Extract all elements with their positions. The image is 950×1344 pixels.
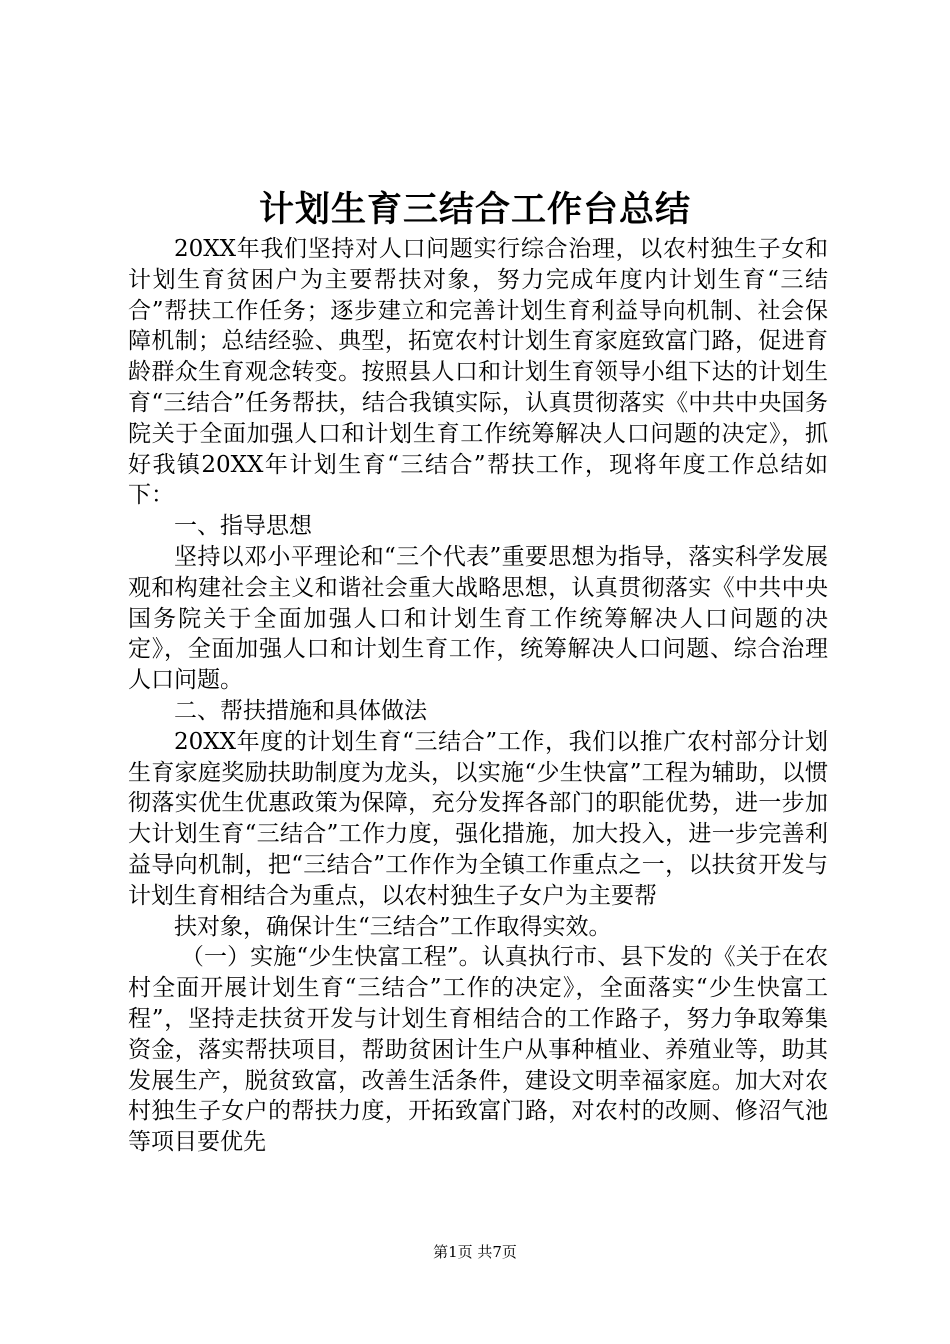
guiding-ideology-paragraph: 坚持以邓小平理论和“三个代表”重要思想为指导，落实科学发展观和构建社会主义和谐社会重大战略思想，认真贯彻落实《中共中央国务院关于全面加强人口和计划生育工作统筹解决人口问题的决定》，全面加强人口和计划生育工作，统筹解决人口问题、综合治理人口问题。: [128, 543, 828, 694]
section-heading-guiding-ideology: 一、指导思想: [174, 513, 312, 540]
intro-paragraph: 20XX年我们坚持对人口问题实行综合治理，以农村独生子女和计划生育贫困户为主要帮扶对象，努力完成年度内计划生育“三结合”帮扶工作任务；逐步建立和完善计划生育利益导向机制、社会保障机制；总结经验、典型，拓宽农村计划生育家庭致富门路，促进育龄群众生育观念转变。按照县人口和计划生育领导小组下达的计划生育“三结合”任务帮扶，结合我镇实际，认真贯彻落实《中共中央国务院关于全面加强人口和计划生育工作统筹解决人口问题的决定》，抓好我镇20XX年计划生育“三结合”帮扶工作，现将年度工作总结如下：: [128, 236, 828, 509]
page-footer: 第1页 共7页: [433, 1243, 517, 1261]
measures-paragraph: 20XX年度的计划生育“三结合”工作，我们以推广农村部分计划生育家庭奖励扶助制度为龙头，以实施“少生快富”工程为辅助，以惯彻落实优生优惠政策为保障，充分发挥各部门的职能优势，进一步加大计划生育“三结合”工作力度，强化措施，加大投入，进一步完善利益导向机制，把“三结合”工作作为全镇工作重点之一，以扶贫开发与计划生育相结合为重点，以农村独生子女户为主要帮: [128, 728, 828, 909]
section-heading-measures: 二、帮扶措施和具体做法: [174, 697, 427, 724]
document-body: [128, 234, 828, 1158]
measures-continuation-paragraph: 扶对象，确保计生“三结合”工作取得实效。: [174, 913, 612, 940]
document-title: 计划生育三结合工作台总结: [258, 189, 691, 230]
subsection-paragraph-1: （一）实施“少生快富工程”。认真执行市、县下发的《关于在农村全面开展计划生育“三结合”工作的决定》，全面落实“少生快富工程”，坚持走扶贫开发与计划生育相结合的工作路子，努力争取筹集资金，落实帮扶项目，帮助贫困计生户从事种植业、养殖业等，助其发展生产，脱贫致富，改善生活条件，建设文明幸福家庭。加大对农村独生子女户的帮扶力度，开拓致富门路，对农村的改厕、修沼气池等项目要优先: [128, 944, 828, 1156]
